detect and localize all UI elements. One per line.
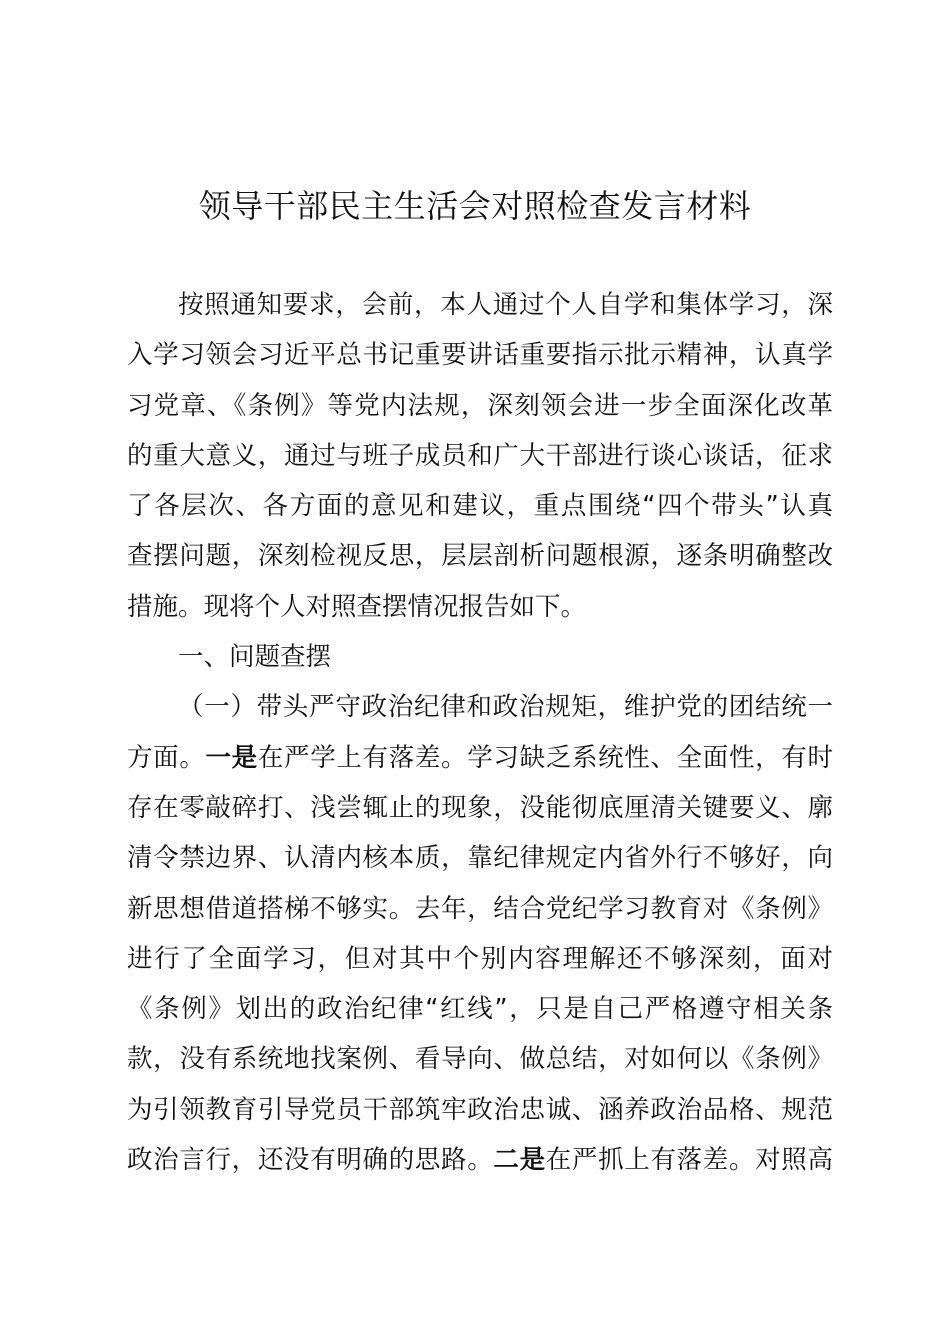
paragraph-line: 款，没有系统地找案例、看导向、做总结，对如何以《条例》: [127, 1044, 833, 1075]
paragraph-line: 新思想借道搭梯不够实。去年，结合党纪学习教育对《条例》: [127, 893, 833, 924]
bold-marker: 一是: [205, 742, 258, 773]
text-segment: 在严抓上有落差。对照高: [545, 1145, 833, 1176]
paragraph-line: 措施。现将个人对照查摆情况报告如下。: [127, 591, 587, 622]
paragraph-line: 习党章、《条例》等党内法规，深刻领会进一步全面深化改革: [127, 390, 833, 421]
text-segment: 在严学上有落差。学习缺乏系统性、全面性，有时: [257, 742, 833, 773]
paragraph-line: 《条例》划出的政治纪律“红线”，只是自己严格遵守相关条: [127, 994, 833, 1025]
paragraph-line: [127, 1135, 833, 1185]
paragraph-line: [127, 733, 833, 783]
paragraph-line: 查摆问题，深刻检视反思，层层剖析问题根源，逐条明确整改: [127, 541, 833, 572]
bold-marker: 二是: [493, 1145, 546, 1176]
document-body: [127, 280, 833, 1185]
paragraph-line: 入学习领会习近平总书记重要讲话重要指示批示精神，认真学: [127, 340, 833, 371]
paragraph-line: 清令禁边界、认清内核本质，靠纪律规定内省外行不够好，向: [127, 843, 833, 874]
paragraph-line: 按照通知要求，会前，本人通过个人自学和集体学习，深: [178, 290, 833, 320]
paragraph-line: 的重大意义，通过与班子成员和广大干部进行谈心谈话，征求: [127, 440, 833, 471]
paragraph-line: 进行了全面学习，但对其中个别内容理解还不够深刻，面对: [127, 943, 833, 974]
paragraph-line: 了各层次、各方面的意见和建议，重点围绕“四个带头”认真: [127, 491, 833, 522]
paragraph-line: 存在零敲碎打、浅尝辄止的现象，没能彻底厘清关键要义、廓: [127, 792, 833, 823]
text-segment: 政治言行，还没有明确的思路。: [127, 1145, 494, 1176]
text-segment: 方面。: [127, 742, 206, 773]
paragraph-line: 为引领教育引导党员干部筑牢政治忠诚、涵养政治品格、规范: [127, 1094, 833, 1125]
document-title: 领导干部民主生活会对照检查发言材料: [198, 187, 752, 225]
sub-heading-line: （一）带头严守政治纪律和政治规矩，维护党的团结统一: [178, 692, 833, 723]
section-heading: 一、问题查摆: [178, 642, 332, 673]
